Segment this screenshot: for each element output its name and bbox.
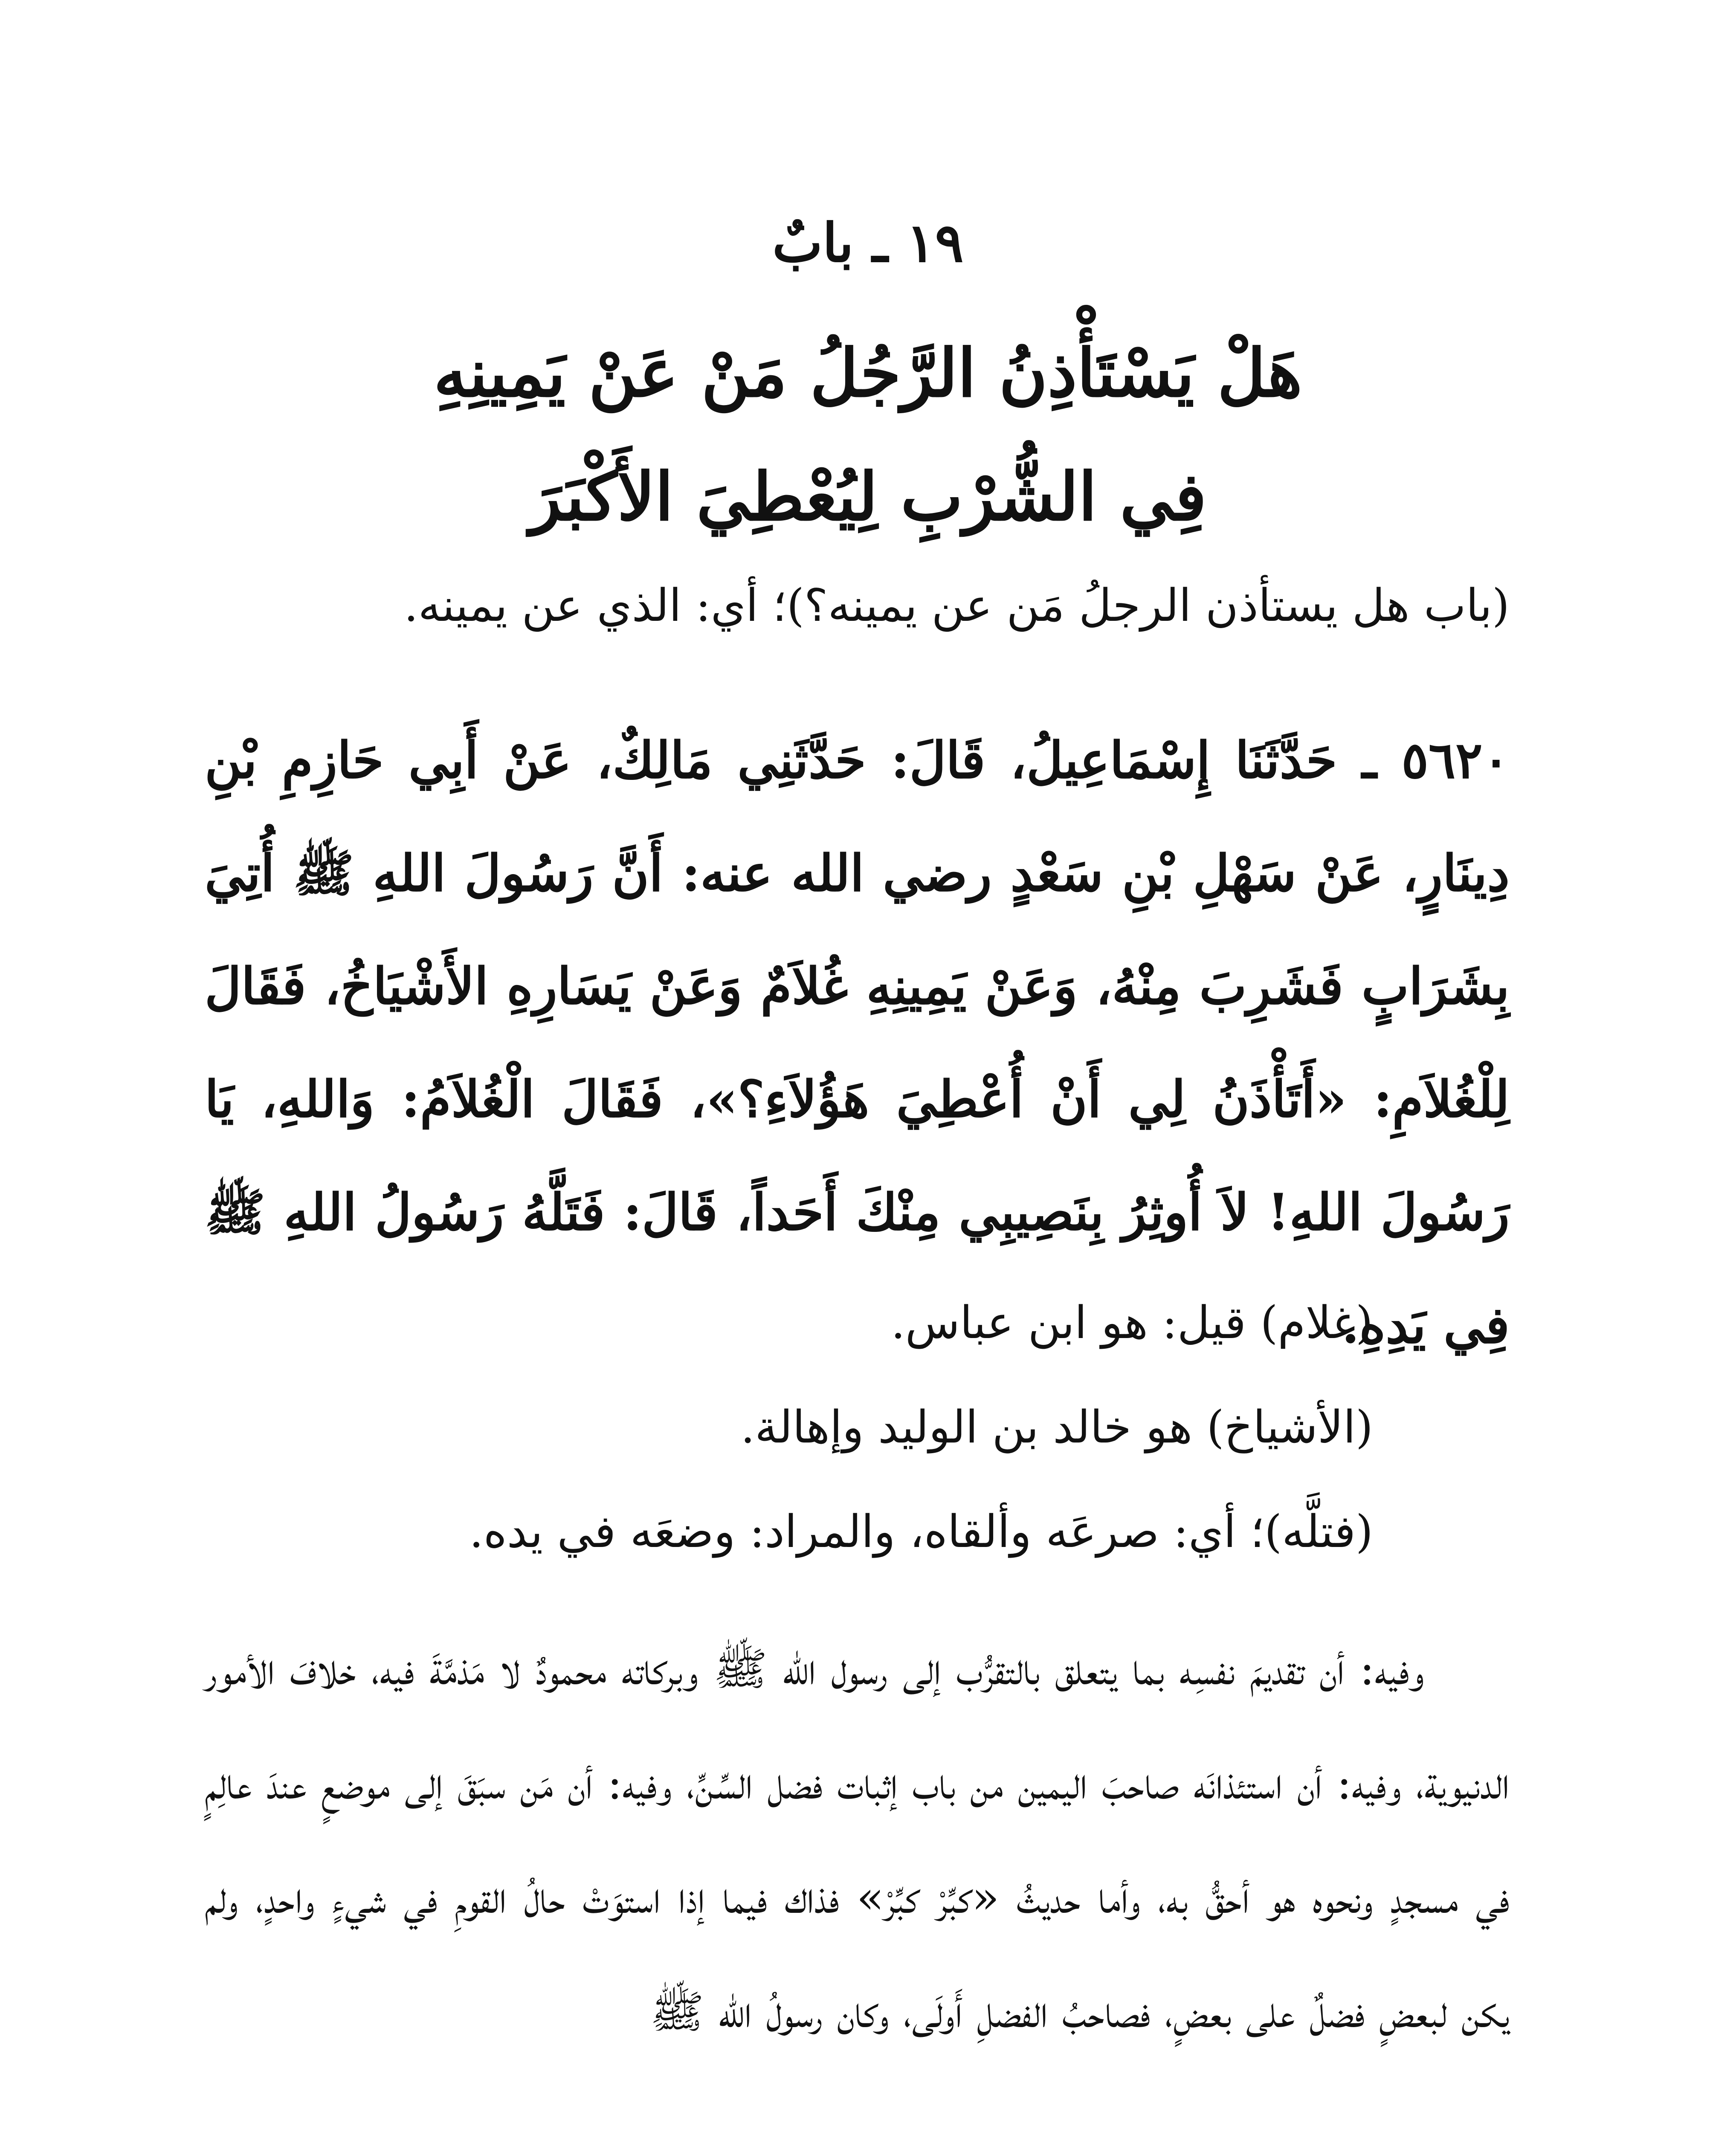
chapter-number: ١٩ ـ بابٌ bbox=[772, 212, 964, 274]
note-item: (غلام) قيل: هو ابن عباس. bbox=[891, 1297, 1373, 1349]
chapter-title bbox=[128, 311, 1608, 559]
chapter-title-line-1: هَلْ يَسْتَأْذِنُ الرَّجُلُ مَنْ عَنْ يَمِينِهِ bbox=[433, 334, 1303, 412]
chapter-intro: (باب هل يستأذن الرجلُ مَن عن يمينه؟)؛ أي: الذي عن يمينه. bbox=[404, 579, 1510, 631]
chapter-title-line-2: فِي الشُّرْبِ لِيُعْطِيَ الأَكْبَرَ bbox=[529, 458, 1207, 536]
notes-list bbox=[205, 1271, 1510, 1584]
hadith-text: ٥٦٢٠ ـ حَدَّثَنَا إِسْمَاعِيلُ، قَالَ: حَدَّثَنِي مَالِكٌ، عَنْ أَبِي حَازِمِ بْنِ دِينَارٍ، عَنْ سَهْلِ بْنِ سَعْدٍ رضي الله عنه: أَنَّ رَسُولَ اللهِ ﷺ أُتِيَ بِشَرَابٍ فَشَرِبَ مِنْهُ، وَعَنْ يَمِينِهِ غُلاَمٌ وَعَنْ يَسَارِهِ الأَشْيَاخُ، فَقَالَ لِلْغُلاَمِ: «أَتَأْذَنُ لِي أَنْ أُعْطِيَ هَؤُلاَءِ؟»، فَقَالَ الْغُلاَمُ: وَاللهِ، يَا رَسُولَ اللهِ! لاَ أُوثِرُ بِنَصِيبِي مِنْكَ أَحَداً، قَالَ: فَتَلَّهُ رَسُولُ اللهِ ﷺ فِي يَدِهِ. bbox=[205, 730, 1510, 1355]
note-item: (فتلَّه)؛ أي: صرعَه وألقاه، والمراد: وضعَه في يده. bbox=[469, 1506, 1373, 1558]
note-item: (الأشياخ) هو خالد بن الوليد وإهالة. bbox=[740, 1401, 1373, 1453]
commentary-paragraph: وفيه: أن تقديمَ نفسِه بما يتعلق بالتقرُّب إلى رسول الله ﷺ وبركاته محمودٌ لا مَذمَّةَ فيه، خلافَ الأمور الدنيوية، وفيه: أن استئذانَه صاحبَ اليمين من باب إثبات فضل السِّنِّ، وفيه: أن مَن سبَقَ إلى موضعٍ عندَ عالِمٍ في مسجدٍ ونحوه هو أحقُّ به، وأما حديثُ «كبِّرْ كبِّرْ» فذاك فيما إذا استوَتْ حالُ القومِ في شيءٍ واحدٍ، ولم يكن لبعضٍ فضلٌ على بعضٍ، فصاحبُ الفضلِ أَولَى، وكان رسولُ الله ﷺ bbox=[205, 1643, 1510, 2038]
